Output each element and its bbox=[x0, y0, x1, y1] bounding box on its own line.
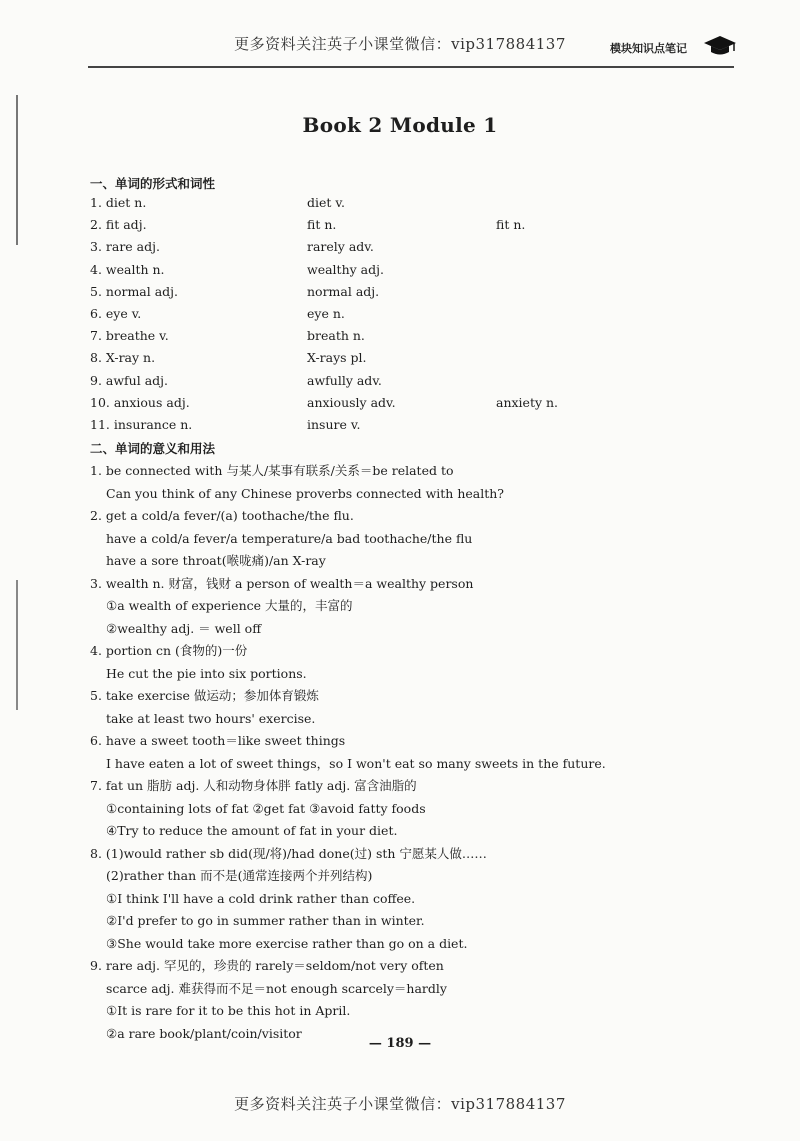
list-item: 4. portion cn (食物的)一份 bbox=[90, 643, 248, 658]
table-row bbox=[90, 417, 610, 439]
list-item: 7. fat un 脂肪 adj. 人和动物身体胖 fatly adj. 富含油脂的 bbox=[90, 778, 417, 793]
section-title-word-forms: 一、单词的形式和词性 bbox=[90, 176, 216, 191]
list-item: ①a wealth of experience 大量的，丰富的 bbox=[106, 598, 353, 613]
list-item: 9. rare adj. 罕见的，珍贵的 rarely＝seldom/not very often bbox=[90, 958, 444, 973]
header-rule bbox=[88, 66, 734, 68]
list-item: ②a rare book/plant/coin/visitor bbox=[106, 1025, 302, 1041]
table-cell: 11. insurance n. bbox=[90, 416, 193, 432]
header-wechat-text: 更多资料关注英子小课堂微信：vip317884137 bbox=[234, 35, 566, 53]
table-row bbox=[90, 328, 610, 350]
usage-notes bbox=[90, 460, 730, 1045]
list-item: ③She would take more exercise rather than go on a diet. bbox=[106, 935, 468, 951]
table-cell: 2. fit adj. bbox=[90, 217, 147, 233]
graduation-cap-icon bbox=[703, 34, 737, 56]
table-cell: anxiety n. bbox=[496, 394, 559, 410]
list-item: 1. be connected with 与某人/某事有联系/关系＝be related to bbox=[90, 463, 454, 478]
table-cell: 6. eye v. bbox=[90, 305, 142, 321]
list-item: He cut the pie into six portions. bbox=[106, 665, 307, 681]
table-cell: 4. wealth n. bbox=[90, 261, 165, 277]
table-row bbox=[90, 306, 610, 328]
list-item: 6. have a sweet tooth＝like sweet things bbox=[90, 733, 346, 748]
list-item: 5. take exercise 做运动；参加体育锻炼 bbox=[90, 688, 319, 703]
table-row bbox=[90, 284, 610, 306]
list-item: ②I'd prefer to go in summer rather than in winter. bbox=[106, 913, 425, 928]
table-cell: anxiously adv. bbox=[307, 394, 396, 410]
list-item: ②wealthy adj. ＝ well off bbox=[106, 620, 262, 636]
table-cell: 5. normal adj. bbox=[90, 283, 179, 299]
table-cell: diet v. bbox=[307, 195, 345, 210]
list-item: ①containing lots of fat ②get fat ③avoid fatty foods bbox=[106, 800, 426, 816]
table-row bbox=[90, 395, 610, 417]
list-item: 3. wealth n. 财富，钱财 a person of wealth＝a wealthy person bbox=[90, 575, 474, 591]
table-cell: awfully adv. bbox=[307, 372, 382, 388]
table-cell: eye n. bbox=[307, 305, 345, 321]
list-item: scarce adj. 难获得而不足＝not enough scarcely＝hardly bbox=[106, 980, 447, 996]
table-cell: 8. X-ray n. bbox=[90, 350, 156, 366]
table-row bbox=[90, 262, 610, 284]
table-cell: rarely adv. bbox=[307, 239, 374, 255]
list-item: 2. get a cold/a fever/(a) toothache/the flu. bbox=[90, 508, 354, 523]
table-row bbox=[90, 373, 610, 395]
list-item: 8. (1)would rather sb did(现/将)/had done(过) sth 宁愿某人做…… bbox=[90, 845, 487, 861]
table-row bbox=[90, 350, 610, 372]
list-item: ①I think I'll have a cold drink rather than coffee. bbox=[106, 890, 416, 906]
table-cell: 1. diet n. bbox=[90, 195, 147, 210]
list-item: ④Try to reduce the amount of fat in your diet. bbox=[106, 823, 398, 838]
table-cell: 9. awful adj. bbox=[90, 372, 169, 388]
header-notes-label: 模块知识点笔记 bbox=[610, 42, 687, 55]
page-number: — 189 — bbox=[368, 1036, 432, 1051]
table-row bbox=[90, 239, 610, 261]
table-cell: fit n. bbox=[496, 217, 526, 233]
table-row bbox=[90, 217, 610, 239]
section-title-usage: 二、单词的意义和用法 bbox=[90, 441, 216, 456]
table-cell: 3. rare adj. bbox=[90, 239, 160, 255]
list-item: I have eaten a lot of sweet things，so I won't eat so many sweets in the future. bbox=[106, 755, 606, 771]
list-item: Can you think of any Chinese proverbs connected with health? bbox=[106, 485, 504, 501]
list-item: take at least two hours' exercise. bbox=[106, 710, 316, 726]
table-cell: X-rays pl. bbox=[307, 350, 367, 366]
table-cell: 10. anxious adj. bbox=[90, 394, 190, 410]
table-cell: wealthy adj. bbox=[307, 261, 384, 277]
word-form-table bbox=[90, 195, 610, 439]
list-item: have a sore throat(喉咙痛)/an X-ray bbox=[106, 553, 326, 568]
table-cell: 7. breathe v. bbox=[90, 328, 169, 344]
list-item: have a cold/a fever/a temperature/a bad toothache/the flu bbox=[106, 530, 473, 546]
table-cell: normal adj. bbox=[307, 283, 380, 299]
list-item: (2)rather than 而不是(通常连接两个并列结构) bbox=[106, 868, 373, 883]
footer-wechat-text: 更多资料关注英子小课堂微信：vip317884137 bbox=[234, 1095, 566, 1113]
table-cell: breath n. bbox=[307, 328, 365, 344]
table-cell: fit n. bbox=[307, 217, 337, 233]
table-cell: insure v. bbox=[307, 416, 361, 432]
scan-edge-mark bbox=[16, 580, 18, 710]
page-title: Book 2 Module 1 bbox=[302, 113, 498, 137]
table-row bbox=[90, 195, 610, 217]
list-item: ①It is rare for it to be this hot in April. bbox=[106, 1003, 351, 1018]
